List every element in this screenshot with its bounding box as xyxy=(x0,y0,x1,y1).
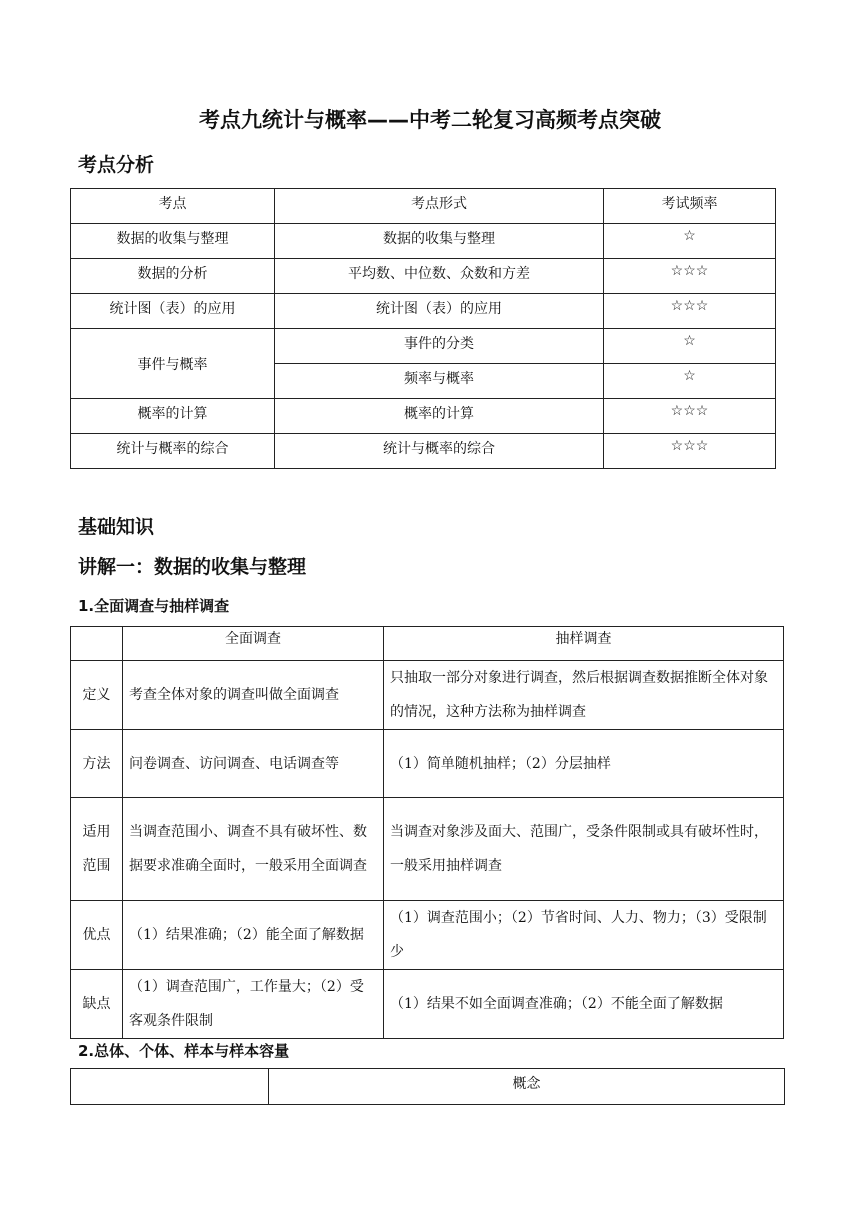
table-row xyxy=(71,224,776,259)
analysis-heading: 考点分析 xyxy=(78,154,155,176)
table-header-row xyxy=(71,189,776,224)
row-label: 缺点 xyxy=(71,970,123,1039)
table-row xyxy=(71,294,776,329)
lecture1-heading: 讲解一：数据的收集与整理 xyxy=(78,556,307,578)
freq-cell: ☆☆☆ xyxy=(604,294,776,329)
freq-cell: ☆☆☆ xyxy=(604,434,776,469)
full-cell: （1）结果准确；（2）能全面了解数据 xyxy=(123,901,384,970)
form-cell: 数据的收集与整理 xyxy=(275,224,604,259)
sample-cell: 当调查对象涉及面大、范围广，受条件限制或具有破坏性时，一般采用抽样调查 xyxy=(384,798,784,901)
sample-cell: （1）简单随机抽样；（2）分层抽样 xyxy=(384,730,784,798)
point-cell: 数据的分析 xyxy=(71,259,275,294)
table-row xyxy=(71,661,784,730)
survey-table xyxy=(70,626,784,1039)
form-cell: 平均数、中位数、众数和方差 xyxy=(275,259,604,294)
row-label: 适用范围 xyxy=(71,798,123,901)
table-row xyxy=(71,259,776,294)
table-row xyxy=(71,434,776,469)
freq-cell: ☆☆☆ xyxy=(604,399,776,434)
header-cell: 全面调查 xyxy=(123,627,384,661)
table-row xyxy=(71,970,784,1039)
point-cell: 概率的计算 xyxy=(71,399,275,434)
freq-cell: ☆ xyxy=(604,364,776,399)
page-title: 考点九统计与概率——中考二轮复习高频考点突破 xyxy=(199,108,661,132)
table-row xyxy=(71,901,784,970)
point-cell: 统计与概率的综合 xyxy=(71,434,275,469)
table-header-row xyxy=(71,627,784,661)
header-cell: 抽样调查 xyxy=(384,627,784,661)
row-label: 定义 xyxy=(71,661,123,730)
table-row xyxy=(71,798,784,901)
full-cell: 考查全体对象的调查叫做全面调查 xyxy=(123,661,384,730)
header-cell xyxy=(71,1069,269,1105)
table-row xyxy=(71,399,776,434)
header-cell: 考试频率 xyxy=(604,189,776,224)
full-cell: 当调查范围小、调查不具有破坏性、数据要求准确全面时，一般采用全面调查 xyxy=(123,798,384,901)
form-cell: 频率与概率 xyxy=(275,364,604,399)
header-cell xyxy=(71,627,123,661)
point-cell: 统计图（表）的应用 xyxy=(71,294,275,329)
table-header-row xyxy=(71,1069,785,1105)
freq-cell: ☆ xyxy=(604,329,776,364)
form-cell: 事件的分类 xyxy=(275,329,604,364)
population-heading: 2.总体、个体、样本与样本容量 xyxy=(78,1042,290,1060)
table-row xyxy=(71,329,776,364)
form-cell: 统计图（表）的应用 xyxy=(275,294,604,329)
freq-cell: ☆☆☆ xyxy=(604,259,776,294)
analysis-table xyxy=(70,188,776,469)
point-cell: 事件与概率 xyxy=(71,329,275,399)
form-cell: 概率的计算 xyxy=(275,399,604,434)
header-cell: 考点形式 xyxy=(275,189,604,224)
survey-heading: 1.全面调查与抽样调查 xyxy=(78,597,230,615)
freq-cell: ☆ xyxy=(604,224,776,259)
sample-cell: （1）结果不如全面调查准确；（2）不能全面了解数据 xyxy=(384,970,784,1039)
header-cell: 概念 xyxy=(269,1069,785,1105)
sample-cell: （1）调查范围小；（2）节省时间、人力、物力；（3）受限制少 xyxy=(384,901,784,970)
population-table xyxy=(70,1068,785,1105)
full-cell: 问卷调查、访问调查、电话调查等 xyxy=(123,730,384,798)
basics-heading: 基础知识 xyxy=(78,516,155,538)
row-label: 方法 xyxy=(71,730,123,798)
sample-cell: 只抽取一部分对象进行调查，然后根据调查数据推断全体对象的情况，这种方法称为抽样调查 xyxy=(384,661,784,730)
full-cell: （1）调查范围广，工作量大；（2）受客观条件限制 xyxy=(123,970,384,1039)
header-cell: 考点 xyxy=(71,189,275,224)
row-label: 优点 xyxy=(71,901,123,970)
table-row xyxy=(71,730,784,798)
form-cell: 统计与概率的综合 xyxy=(275,434,604,469)
point-cell: 数据的收集与整理 xyxy=(71,224,275,259)
